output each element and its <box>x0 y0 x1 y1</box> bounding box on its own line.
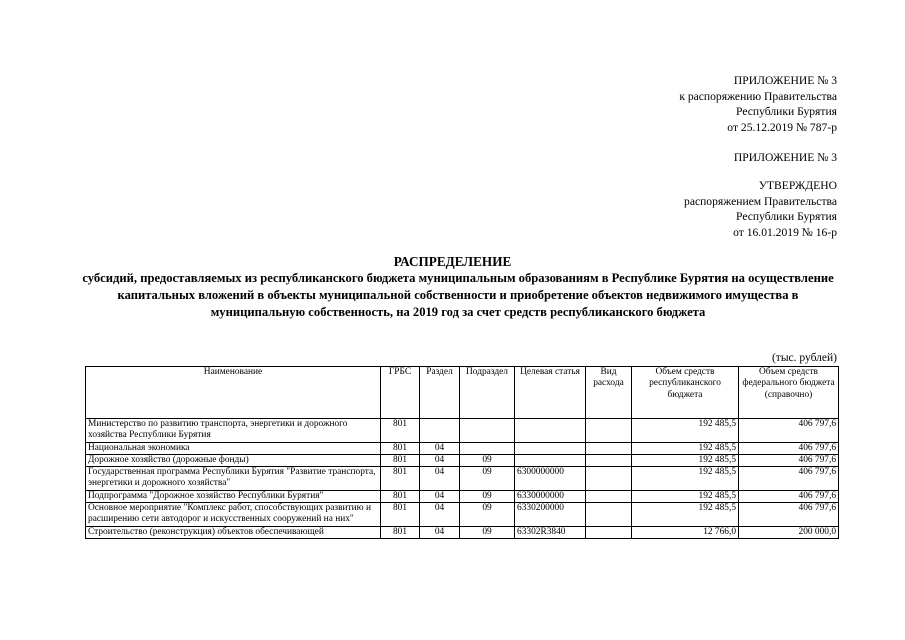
cell-name: Государственная программа Республики Бурятия "Развитие транспорта, энергетики и дорожного хозяйства" <box>86 467 381 491</box>
cell-subsection: 09 <box>460 467 515 491</box>
cell-subsection: 09 <box>460 454 515 466</box>
cell-subsection: 09 <box>460 503 515 527</box>
cell-name: Министерство по развитию транспорта, энергетики и дорожного хозяйства Республики Бурятия <box>86 419 381 443</box>
cell-grbs: 801 <box>381 503 420 527</box>
cell-expense-type <box>586 419 632 443</box>
cell-subsection: 09 <box>460 490 515 502</box>
table-row <box>86 419 839 443</box>
approved-line: от 16.01.2019 № 16-р <box>733 225 837 239</box>
cell-grbs: 801 <box>381 526 420 538</box>
budget-table <box>85 366 839 539</box>
cell-republic-budget: 192 485,5 <box>632 503 739 527</box>
cell-name: Дорожное хозяйство (дорожные фонды) <box>86 454 381 466</box>
cell-section: 04 <box>420 503 460 527</box>
cell-subsection <box>460 442 515 454</box>
cell-federal-budget: 406 797,6 <box>739 419 839 443</box>
table-row <box>86 503 839 527</box>
column-header-section: Раздел <box>420 367 460 419</box>
document-subtitle: субсидий, предоставляемых из республиканского бюджета муниципальным образованиям в Республике Бурятия на осуществление капитальных вложений в объекты муниципальной собственности и приобретение объектов недвижимого имущества в муниципальную собственность, на 2019 год за счет средств республиканского бюджета <box>82 271 834 319</box>
units-label: (тыс. рублей) <box>771 352 837 364</box>
column-header-republic-budget: Объем средств республиканского бюджета <box>632 367 739 419</box>
table-row <box>86 526 839 538</box>
cell-target-item: 6300000000 <box>515 467 586 491</box>
cell-target-item: 63302R3840 <box>515 526 586 538</box>
appendix-line: к распоряжению Правительства <box>679 89 837 103</box>
table-row <box>86 467 839 491</box>
approved-line: УТВЕРЖДЕНО <box>758 179 837 192</box>
approved-line: Республики Бурятия <box>736 210 837 223</box>
cell-section <box>420 419 460 443</box>
cell-republic-budget: 192 485,5 <box>632 467 739 491</box>
cell-target-item <box>515 442 586 454</box>
cell-section: 04 <box>420 442 460 454</box>
column-header-federal-budget: Объем средств федерального бюджета (справочно) <box>739 367 839 419</box>
cell-section: 04 <box>420 526 460 538</box>
table-header-row <box>86 367 839 419</box>
cell-grbs: 801 <box>381 419 420 443</box>
cell-federal-budget: 406 797,6 <box>739 467 839 491</box>
appendix-line: Республики Бурятия <box>736 105 837 118</box>
cell-expense-type <box>586 490 632 502</box>
column-header-subsection: Подраздел <box>460 367 515 419</box>
cell-federal-budget: 406 797,6 <box>739 490 839 502</box>
cell-republic-budget: 192 485,5 <box>632 442 739 454</box>
cell-target-item: 6330200000 <box>515 503 586 527</box>
cell-expense-type <box>586 503 632 527</box>
cell-expense-type <box>586 526 632 538</box>
cell-republic-budget: 12 766,0 <box>632 526 739 538</box>
appendix-block-1 <box>679 73 837 135</box>
column-header-name: Наименование <box>86 367 381 419</box>
cell-target-item <box>515 454 586 466</box>
cell-grbs: 801 <box>381 467 420 491</box>
cell-federal-budget: 200 000,0 <box>739 526 839 538</box>
cell-expense-type <box>586 442 632 454</box>
cell-republic-budget: 192 485,5 <box>632 454 739 466</box>
approved-line: распоряжением Правительства <box>684 194 837 208</box>
column-header-target-item: Целевая статья <box>515 367 586 419</box>
cell-grbs: 801 <box>381 454 420 466</box>
cell-section: 04 <box>420 490 460 502</box>
cell-federal-budget: 406 797,6 <box>739 442 839 454</box>
approved-block <box>684 178 837 240</box>
table-row <box>86 490 839 502</box>
cell-name: Основное мероприятие "Комплекс работ, способствующих развитию и расширению сети автодорог и искусственных сооружений на них" <box>86 503 381 527</box>
column-header-grbs: ГРБС <box>381 367 420 419</box>
cell-name: Строительство (реконструкция) объектов обеспечивающей <box>86 526 381 538</box>
cell-name: Национальная экономика <box>86 442 381 454</box>
cell-federal-budget: 406 797,6 <box>739 503 839 527</box>
cell-federal-budget: 406 797,6 <box>739 454 839 466</box>
cell-grbs: 801 <box>381 490 420 502</box>
cell-republic-budget: 192 485,5 <box>632 490 739 502</box>
cell-section: 04 <box>420 454 460 466</box>
cell-target-item: 6330000000 <box>515 490 586 502</box>
cell-subsection <box>460 419 515 443</box>
cell-name: Подпрограмма "Дорожное хозяйство Республики Бурятия" <box>86 490 381 502</box>
cell-section: 04 <box>420 467 460 491</box>
cell-grbs: 801 <box>381 442 420 454</box>
appendix-line: ПРИЛОЖЕНИЕ № 3 <box>733 74 837 87</box>
table-row <box>86 442 839 454</box>
document-title: РАСПРЕДЕЛЕНИЕ <box>393 254 512 269</box>
column-header-expense-type: Вид расхода <box>586 367 632 419</box>
appendix-block-2 <box>734 150 837 166</box>
appendix-line: ПРИЛОЖЕНИЕ № 3 <box>733 151 837 164</box>
cell-expense-type <box>586 454 632 466</box>
cell-republic-budget: 192 485,5 <box>632 419 739 443</box>
appendix-line: от 25.12.2019 № 787-р <box>727 120 837 134</box>
cell-expense-type <box>586 467 632 491</box>
cell-target-item <box>515 419 586 443</box>
cell-subsection: 09 <box>460 526 515 538</box>
table-row <box>86 454 839 466</box>
